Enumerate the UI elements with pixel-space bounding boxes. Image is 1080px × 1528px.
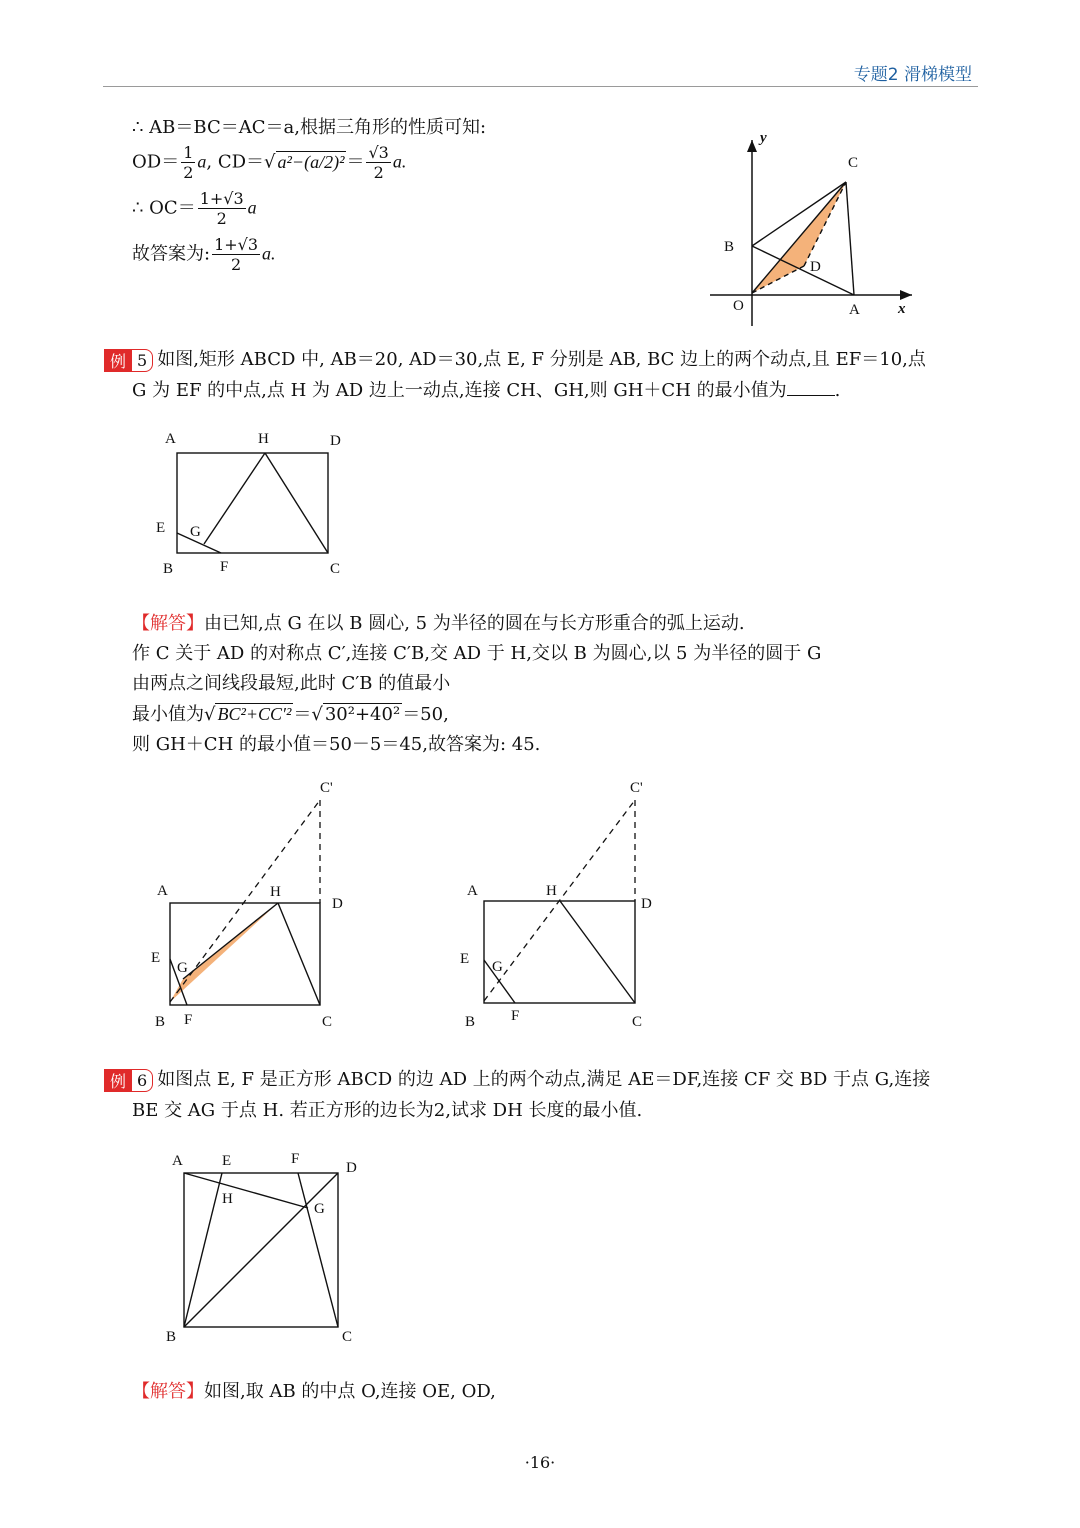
label-b: B <box>155 1014 166 1030</box>
label-h: H <box>546 883 557 899</box>
label-h: H <box>222 1191 233 1207</box>
label-g: G <box>314 1201 325 1217</box>
label-g: G <box>492 959 503 975</box>
oc-fraction: $\frac{1+√3}{2}$ <box>199 189 244 228</box>
example5-line2: G 为 EF 的中点,点 H 为 AD 边上一动点,连接 CH、GH,则 GH＋CH 的最小值为 . <box>132 380 841 401</box>
solution5-line4: 最小值为√ BC²+CC′² ＝√ 30²+40² ＝50, <box>132 704 449 725</box>
segment-gh <box>204 453 265 544</box>
label-x: x <box>898 301 906 317</box>
example6-text1: 如图点 E, F 是正方形 ABCD 的边 AD 上的两个动点,满足 AE＝DF,连接 CF 交 BD 于点 G,连接 <box>157 1069 931 1090</box>
label-e: E <box>460 951 470 967</box>
y-axis-arrow <box>747 140 757 152</box>
solution5-tag: 【解答】 <box>132 613 204 634</box>
rectangle-abcd <box>484 901 635 1003</box>
label-g: G <box>177 960 188 976</box>
section-title: 专题2 滑梯模型 <box>853 65 972 85</box>
segment-be <box>184 1173 222 1327</box>
prev-solution-line1: ∴ AB＝BC＝AC＝a,根据三角形的性质可知: <box>132 117 487 138</box>
od-lhs: OD＝ <box>132 151 180 173</box>
solution6-line1: 【解答】如图,取 AB 的中点 O,连接 OE, OD, <box>132 1381 496 1402</box>
label-d: D <box>346 1160 357 1176</box>
diagonal-bd <box>184 1173 338 1327</box>
prev-solution-line2: OD＝ $\frac{1}{2}$ a, CD＝√ a²−(a/2)² ＝ $\frac{√3}{2}$ a. <box>132 143 407 182</box>
label-c: C <box>322 1014 333 1030</box>
example6-badge: 例 6 <box>104 1069 153 1092</box>
label-f: F <box>511 1008 520 1024</box>
shaded-triangle <box>170 903 278 1002</box>
prev-solution-answer: 故答案为: $\frac{1+√3}{2}$ a. <box>132 235 276 274</box>
label-d: D <box>810 259 821 275</box>
label-b: B <box>465 1014 476 1030</box>
label-c: C <box>342 1329 353 1345</box>
label-a: A <box>157 883 168 899</box>
segment-hc <box>560 901 635 1003</box>
solution5-figure-left <box>140 775 360 1037</box>
solution5-line5: 则 GH＋CH 的最小值＝50－5＝45,故答案为: 45. <box>132 734 541 755</box>
label-d: D <box>332 896 343 912</box>
label-d: D <box>641 896 652 912</box>
segment-fc <box>298 1173 338 1327</box>
segment-hc <box>278 903 320 1005</box>
label-b: B <box>163 561 174 577</box>
od-fraction: $\frac{1}{2}$ <box>183 143 194 182</box>
label-g: G <box>190 524 201 540</box>
label-o: O <box>733 298 744 314</box>
example5-figure <box>150 425 360 585</box>
cd-fraction: $\frac{√3}{2}$ <box>368 143 389 182</box>
segment-bc <box>752 182 846 246</box>
solution5-figure-right <box>455 775 675 1037</box>
label-b: B <box>724 239 735 255</box>
example5-line1 <box>104 345 926 372</box>
segment-hc <box>265 453 328 553</box>
segment-ag <box>184 1173 308 1208</box>
label-f: F <box>184 1012 193 1028</box>
cd-radicand: a²−(a/2)² <box>277 151 345 172</box>
label-b: B <box>166 1329 177 1345</box>
label-a: A <box>165 431 176 447</box>
example6-figure <box>160 1145 370 1350</box>
label-a: A <box>849 302 860 318</box>
coordinate-figure <box>700 128 930 328</box>
label-a: A <box>467 883 478 899</box>
label-e: E <box>222 1153 232 1169</box>
solution5-line1: 【解答】由已知,点 G 在以 B 圆心, 5 为半径的圆在与长方形重合的弧上运动. <box>132 613 745 634</box>
label-c: C <box>848 155 859 171</box>
label-c-prime: C' <box>630 780 643 796</box>
label-e: E <box>151 950 161 966</box>
solution5-line3: 由两点之间线段最短,此时 C′B 的值最小 <box>132 673 451 694</box>
prev-solution-line3: ∴ OC＝ $\frac{1+√3}{2}$ a <box>132 189 257 228</box>
label-f: F <box>291 1151 300 1167</box>
label-d: D <box>330 433 341 449</box>
label-f: F <box>220 559 229 575</box>
solution5-line2: 作 C 关于 AD 的对称点 C′,连接 C′B,交 AD 于 H,交以 B 为圆心,以 5 为半径的圆于 G <box>132 643 822 664</box>
label-y: y <box>760 130 767 146</box>
label-e: E <box>156 520 166 536</box>
label-h: H <box>258 431 269 447</box>
example6-line2: BE 交 AG 于点 H. 若正方形的边长为2,试求 DH 长度的最小值. <box>132 1100 643 1121</box>
example6-line1 <box>104 1065 930 1092</box>
example5-badge: 例 5 <box>104 349 153 372</box>
segment-gh <box>183 903 278 979</box>
segment-ca <box>846 182 854 295</box>
answer-fraction: $\frac{1+√3}{2}$ <box>214 235 259 274</box>
example5-text1: 如图,矩形 ABCD 中, AB＝20, AD＝30,点 E, F 分别是 AB, BC 边上的两个动点,且 EF＝10,点 <box>157 349 926 370</box>
answer-blank <box>787 379 835 396</box>
page-number: ·16· <box>524 1453 556 1472</box>
label-c: C <box>330 561 341 577</box>
label-c: C <box>632 1014 643 1030</box>
label-h: H <box>270 884 281 900</box>
solution6-tag: 【解答】 <box>132 1381 204 1402</box>
page-header <box>103 56 978 87</box>
label-a: A <box>172 1153 183 1169</box>
segment-oc <box>752 182 846 293</box>
label-c-prime: C' <box>320 780 333 796</box>
x-axis-arrow <box>900 290 912 300</box>
rectangle-abcd <box>170 903 320 1005</box>
